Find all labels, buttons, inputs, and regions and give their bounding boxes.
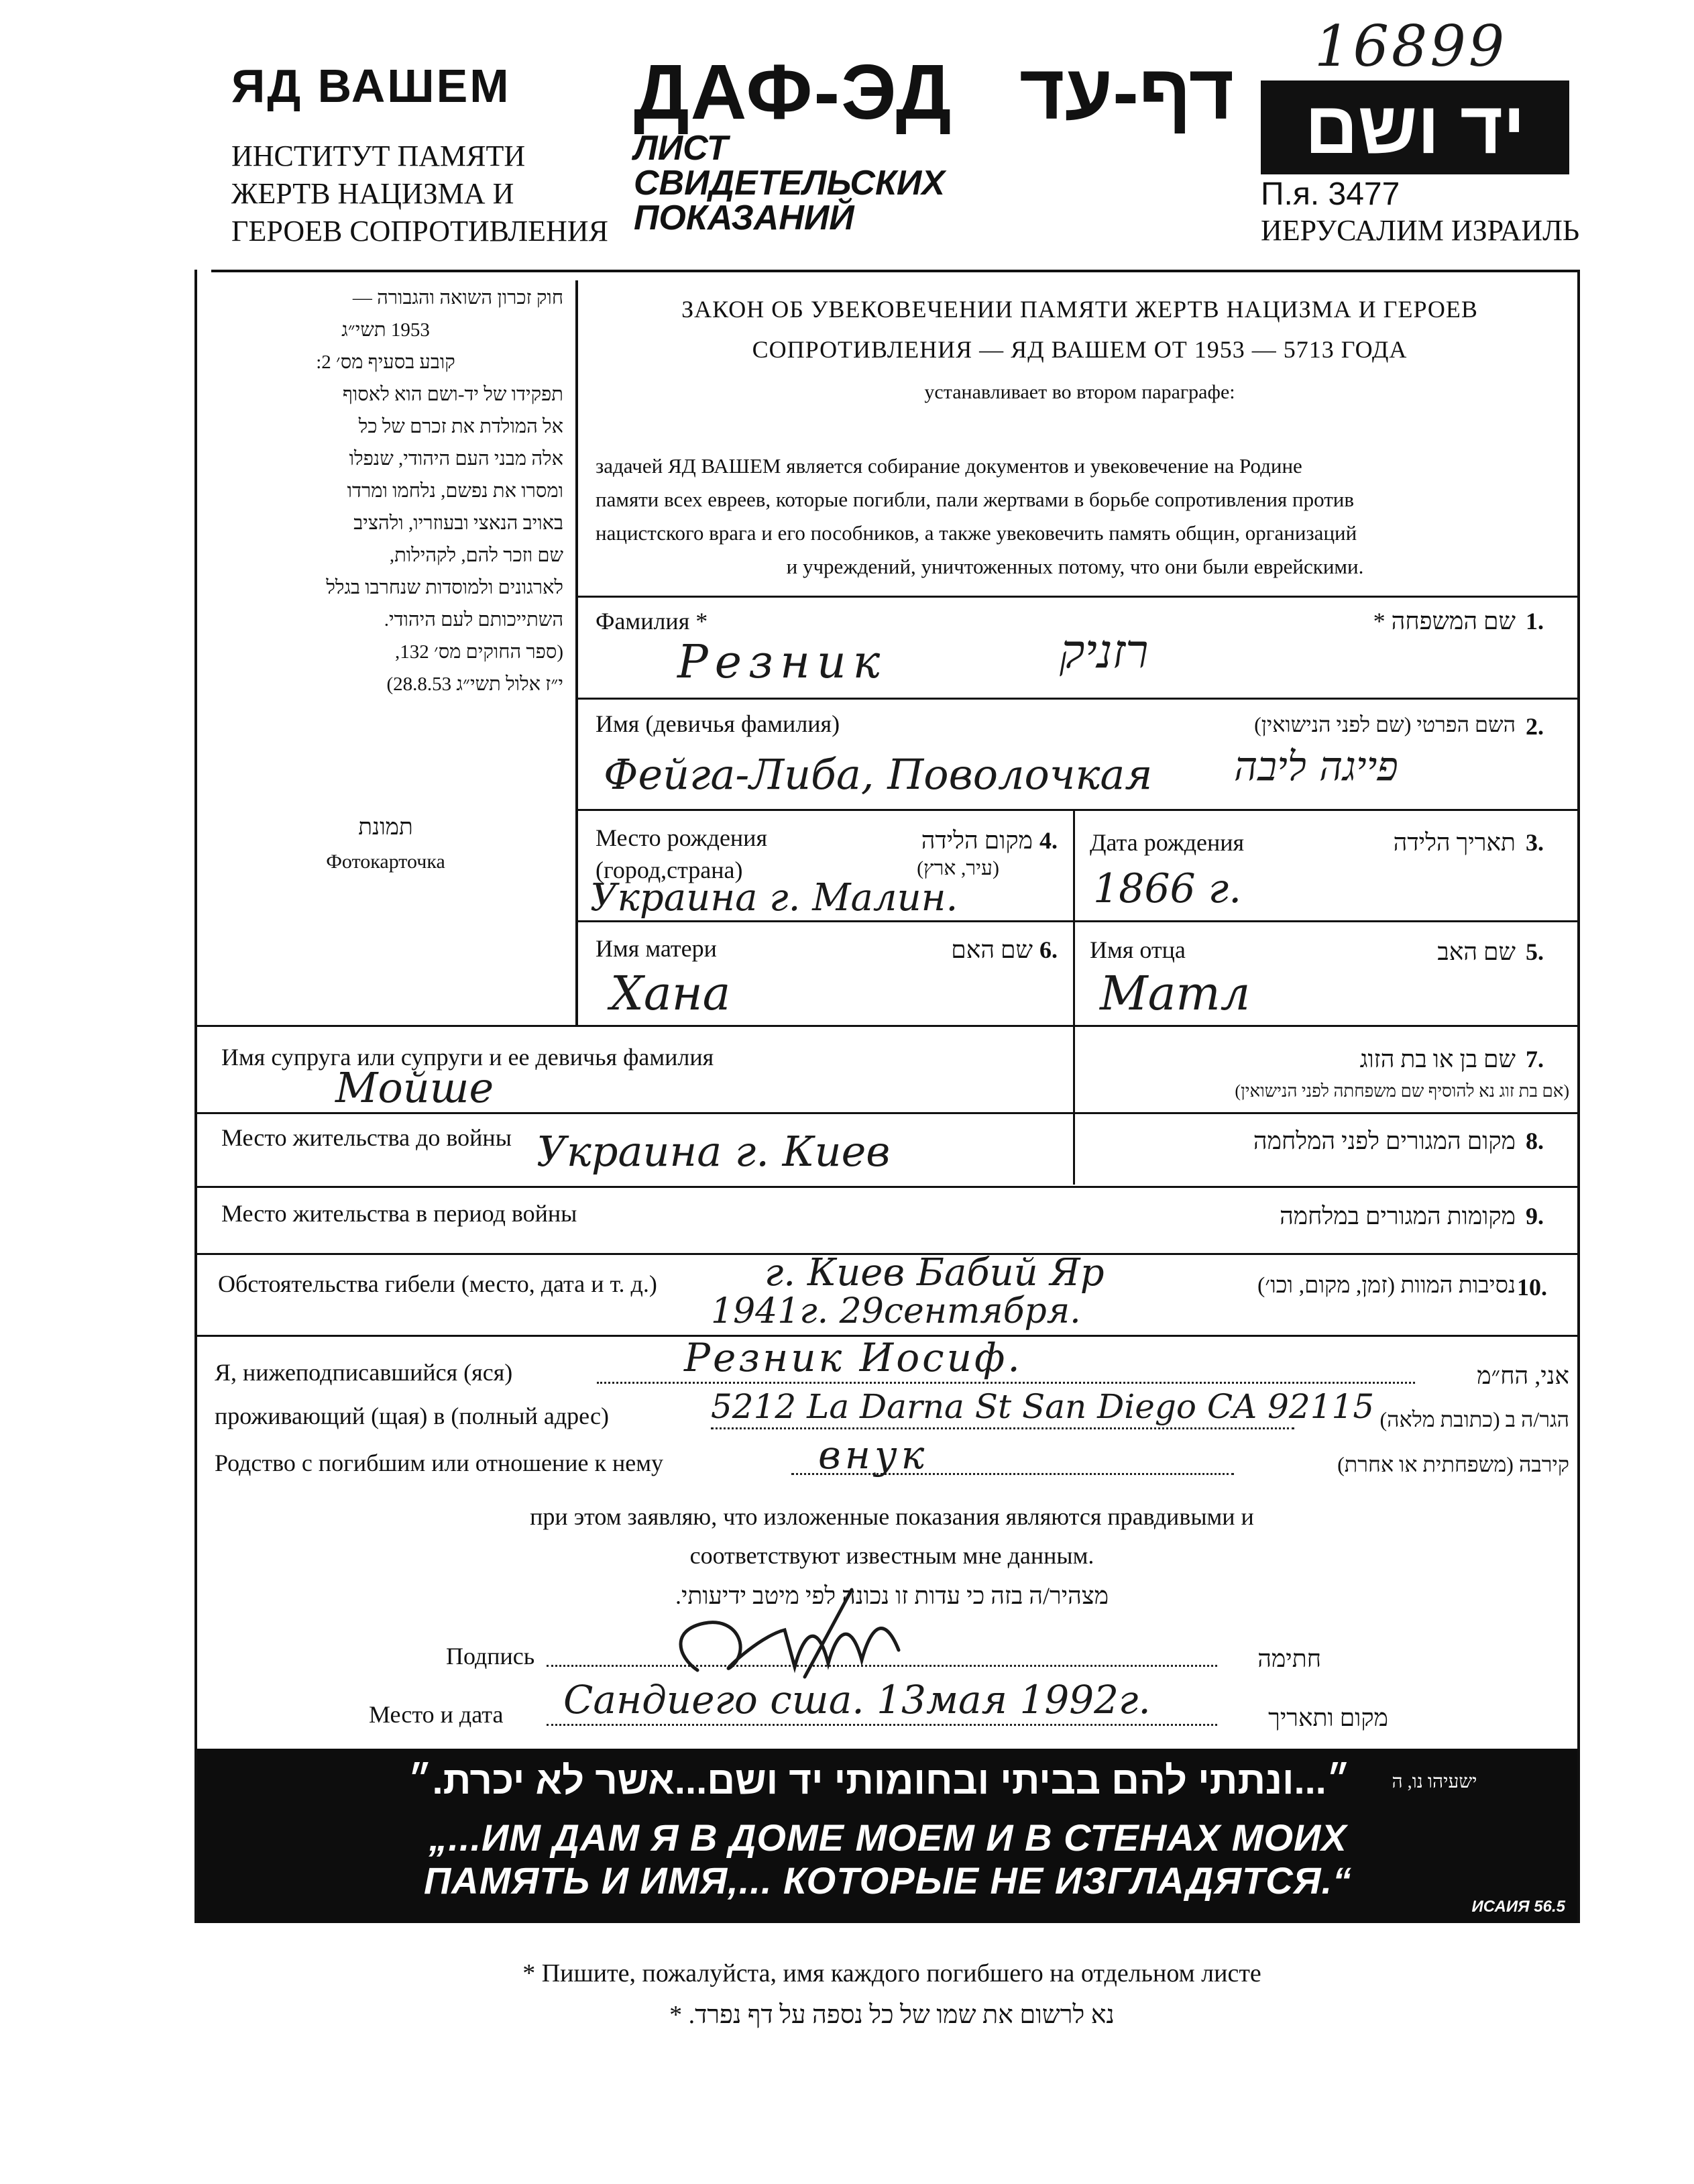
fields-3-4-bottom [578,920,1577,922]
field-8-value[interactable]: Украина г. Киев [537,1127,891,1176]
law-he-line-8: באויב הנאצי ובעוזריו, ולהציב [353,512,563,534]
field-10-label-he: נסיבות המוות (זמן, מקום, וכו׳) [1257,1273,1516,1298]
photo-label-ru: Фотокарточка [326,851,445,873]
institute-line-1: ИНСТИТУТ ПАМЯТИ [231,140,526,172]
declarant-name-dots [597,1382,1415,1384]
frame-left [194,270,197,1923]
field-6-number: 6. [1039,936,1058,963]
declarant-name-label-ru: Я, нижеподписавшийся (яся) [215,1359,513,1386]
field-7-value[interactable]: Мойше [335,1063,494,1112]
frame-right [1577,270,1580,1923]
law-ru-line-1: задачей ЯД ВАШЕМ является собирание документов и увековечение на Родине [596,454,1302,478]
city: ИЕРУСАЛИМ ИЗРАИЛЬ [1261,214,1580,247]
declarant-name-label-he: אני, הח״מ [1477,1362,1569,1389]
relation-label-he: קירבה (משפחתית או אחרת) [1337,1452,1569,1476]
subtitle [634,131,945,235]
field-1-value-he[interactable]: רזניק [1060,624,1149,679]
institute-line-2: ЖЕРТВ НАЦИЗМА И [231,177,514,210]
field-10-value-2[interactable]: 1941г. 29сентября. [711,1291,1081,1331]
photo-label-he: תמונת [358,815,413,840]
field-9-number: 9. [1526,1203,1544,1230]
institute-name [231,138,608,250]
field-10-number: 10. [1517,1274,1547,1301]
subtitle-line-3: ПОКАЗАНИЙ [634,199,854,237]
field-7-label-he-2: (אם בת זוג נא להוסיף שם משפחתה לפני הנישואין) [1235,1081,1569,1101]
subtitle-line-1: ЛИСТ [634,129,728,168]
place-date-value[interactable]: Сандиего сша. 13мая 1992г. [563,1677,1151,1723]
field-5-label-he: שם האב [1437,938,1516,965]
field-8-bottom [197,1186,1577,1188]
place-date-label-he: מקום ותאריך [1268,1704,1388,1731]
law-he-line-6: אלה מבני העם היהודי, שנפלו [349,448,563,470]
field-4-label-he-2: (עיר, ארץ) [917,857,999,879]
field-3-number: 3. [1526,829,1544,856]
field-9-label-ru: Место жительства в период войны [221,1200,577,1227]
field-7-label-he: שם בן או בת הזוג [1359,1046,1516,1073]
law-he-ref-2: י״ז אלול תשי״ג 28.8.53) [386,673,563,695]
field-1-label-ru: Фамилия * [596,608,708,635]
field-4-value[interactable]: Украина г. Малин. [590,876,958,920]
field-2-value[interactable]: Фейга-Либа, Поволочкая [604,750,1153,799]
frame-top [211,270,1579,272]
title-ru: ДАФ-ЭД [634,48,953,135]
field-4-label-ru-2: (город,страна) [596,857,743,883]
law-he-line-2: 1953 תשי״ג [341,319,430,341]
law-he-ref-1: (ספר החוקים מס׳ 132, [395,641,563,663]
field-8-label-ru: Место жительства до войны [221,1124,512,1151]
field-2-bottom [578,809,1577,811]
declarant-address-label-ru: проживающий (щая) в (полный адрес) [215,1403,609,1429]
law-ru-line-4: и учреждений, уничтоженных потому, что они были еврейскими. [786,555,1364,578]
signature-label-ru: Подпись [446,1643,535,1670]
field-6-label-he: שם האם [951,936,1033,963]
field-1-label-he: שם המשפחה * [1373,608,1516,635]
po-box: П.я. 3477 [1261,176,1400,212]
field-9-label-he: מקומות המגורים במלחמה [1280,1203,1516,1230]
yad-vashem-logo [1261,80,1569,174]
banner-quote-ru-1: „...ИМ ДАМ Я В ДОМЕ МОЕМ И В СТЕНАХ МОИХ [429,1816,1347,1859]
relation-label-ru: Родство с погибшим или отношение к нему [215,1450,663,1476]
field-2-label-he: השם הפרטי (שם לפני הנישואין) [1254,712,1516,736]
law-he-line-5: אל המולדת את זכרם של כל [358,416,563,437]
field-10-label-ru: Обстоятельства гибели (место, дата и т. д.) [218,1270,657,1297]
field-1-bottom [578,698,1577,700]
subtitle-line-2: СВИДЕТЕЛЬСКИХ [634,164,945,203]
declarant-address-dots [711,1427,1294,1429]
field-2-value-he[interactable]: פייגה ליבה [1234,743,1398,790]
law-text-he [208,282,563,700]
law-ru-line-2: памяти всех евреев, которые погибли, пали жертвами в борьбе сопротивления против [596,488,1355,511]
banner-ref-ru: ИСАИЯ 56.5 [1471,1898,1565,1916]
law-subtitle-ru: устанавливает во втором параграфе: [924,381,1235,403]
declarant-name[interactable]: Резник Иосиф. [684,1335,1023,1380]
field-5-value[interactable]: Матл [1100,966,1251,1021]
field-10-value[interactable]: г. Киев Бабий Яр [765,1251,1105,1295]
signature[interactable] [651,1576,932,1684]
field-8-label-he: מקום המגורים לפני המלחמה [1253,1128,1516,1154]
law-he-line-1: חוק זכרון השואה והגבורה — [352,287,563,309]
institute-line-3: ГЕРОЕВ СОПРОТИВЛЕНИЯ [231,215,608,248]
field-7-label-ru: Имя супруга или супруги и ее девичья фамилия [221,1044,714,1071]
field-7-number: 7. [1526,1046,1544,1073]
relation-value[interactable]: внук [818,1432,929,1478]
field-5-number: 5. [1526,938,1544,965]
place-date-dots [547,1724,1217,1726]
field-3-label-ru: Дата рождения [1090,829,1245,856]
field-5-label-ru: Имя отца [1090,936,1186,963]
field-2-number: 2. [1526,713,1544,740]
field-7-bottom [197,1112,1577,1114]
fields-5-6-bottom [197,1025,1577,1027]
field-6-value[interactable]: Хана [610,966,731,1021]
banner-quote-ru-2: ПАМЯТЬ И ИМЯ,... КОТОРЫЕ НЕ ИЗГЛАДЯТСЯ.“ [423,1859,1353,1902]
statement-line-1: при этом заявляю, что изложенные показания являются правдивыми и [530,1503,1254,1530]
logo-text-he: יד ושם [1304,86,1526,169]
statement-line-2: соответствуют известным мне данным. [689,1542,1094,1569]
law-he-line-11: השתייכותם לעם היהודי. [384,609,563,631]
law-he-line-10: לארגונים ולמוסדות שנחרבו בגלל [326,577,563,598]
statement-he: מצהיר/ה בזה כי עדות זו נכונה לפי מיטב ידיעותי. [675,1582,1109,1609]
field-1-number: 1. [1526,608,1544,635]
field-4-label-he: מקום הלידה [921,827,1033,854]
signature-label-he: חתימה [1257,1645,1321,1672]
footer-note-he: נא לרשום את שמו של כל נספה על דף נפרד. * [669,2001,1115,2029]
law-divider [575,280,578,1025]
field-4-number: 4. [1039,827,1058,854]
quote-banner [197,1749,1577,1923]
field-4-label-ru: Место рождения [596,824,768,851]
document-number: 16899 [1314,13,1508,79]
field-6-label-ru: Имя матери [596,935,717,962]
place-date-label-ru: Место и дата [369,1701,504,1728]
field-3-label-he: תאריך הלידה [1393,829,1516,856]
law-ru-line-3: нацистского врага и его пособников, а также увековечить память общин, организаций [596,521,1357,545]
law-body-ru [596,449,1555,584]
declarant-address-label-he: הגר/ה ב (כתובת מלאה) [1379,1407,1569,1431]
banner-ref-he: ישעיהו נו, ה [1392,1771,1477,1792]
field-3-value[interactable]: 1866 г. [1093,865,1242,912]
law-he-line-9: שם וזכר להם, לקהילות, [389,545,563,566]
field-2-label-ru: Имя (девичья фамилия) [596,710,840,737]
law-he-line-4: תפקידו של יד-ושם הוא לאסוף [342,384,563,405]
banner-quote-he: ״...ונתתי להם בביתי ובחומותי יד ושם...אשר לא יכרת.״ [408,1759,1351,1802]
title-he: דף-עד [1019,48,1235,135]
footer-note-ru: * Пишите, пожалуйста, имя каждого погибшего на отдельном листе [522,1959,1261,1987]
org-name-ru: ЯД ВАШЕМ [231,60,511,112]
law-title-ru-2: СОПРОТИВЛЕНИЯ — ЯД ВАШЕМ ОТ 1953 — 5713 ГОДА [752,336,1408,363]
field-8-number: 8. [1526,1128,1544,1154]
field-1-value[interactable]: Резник [677,636,887,689]
law-title-ru-1: ЗАКОН ОБ УВЕКОВЕЧЕНИИ ПАМЯТИ ЖЕРТВ НАЦИЗМА И ГЕРОЕВ [681,296,1478,323]
law-he-line-3: קובע בסעיף מס׳ 2: [316,351,455,373]
law-he-line-7: ומסרו את נפשם, נלחמו ומרדו [347,480,563,502]
declarant-address[interactable]: 5212 La Darna St San Diego CA 92115 [711,1387,1375,1426]
law-bottom-line [578,596,1577,598]
